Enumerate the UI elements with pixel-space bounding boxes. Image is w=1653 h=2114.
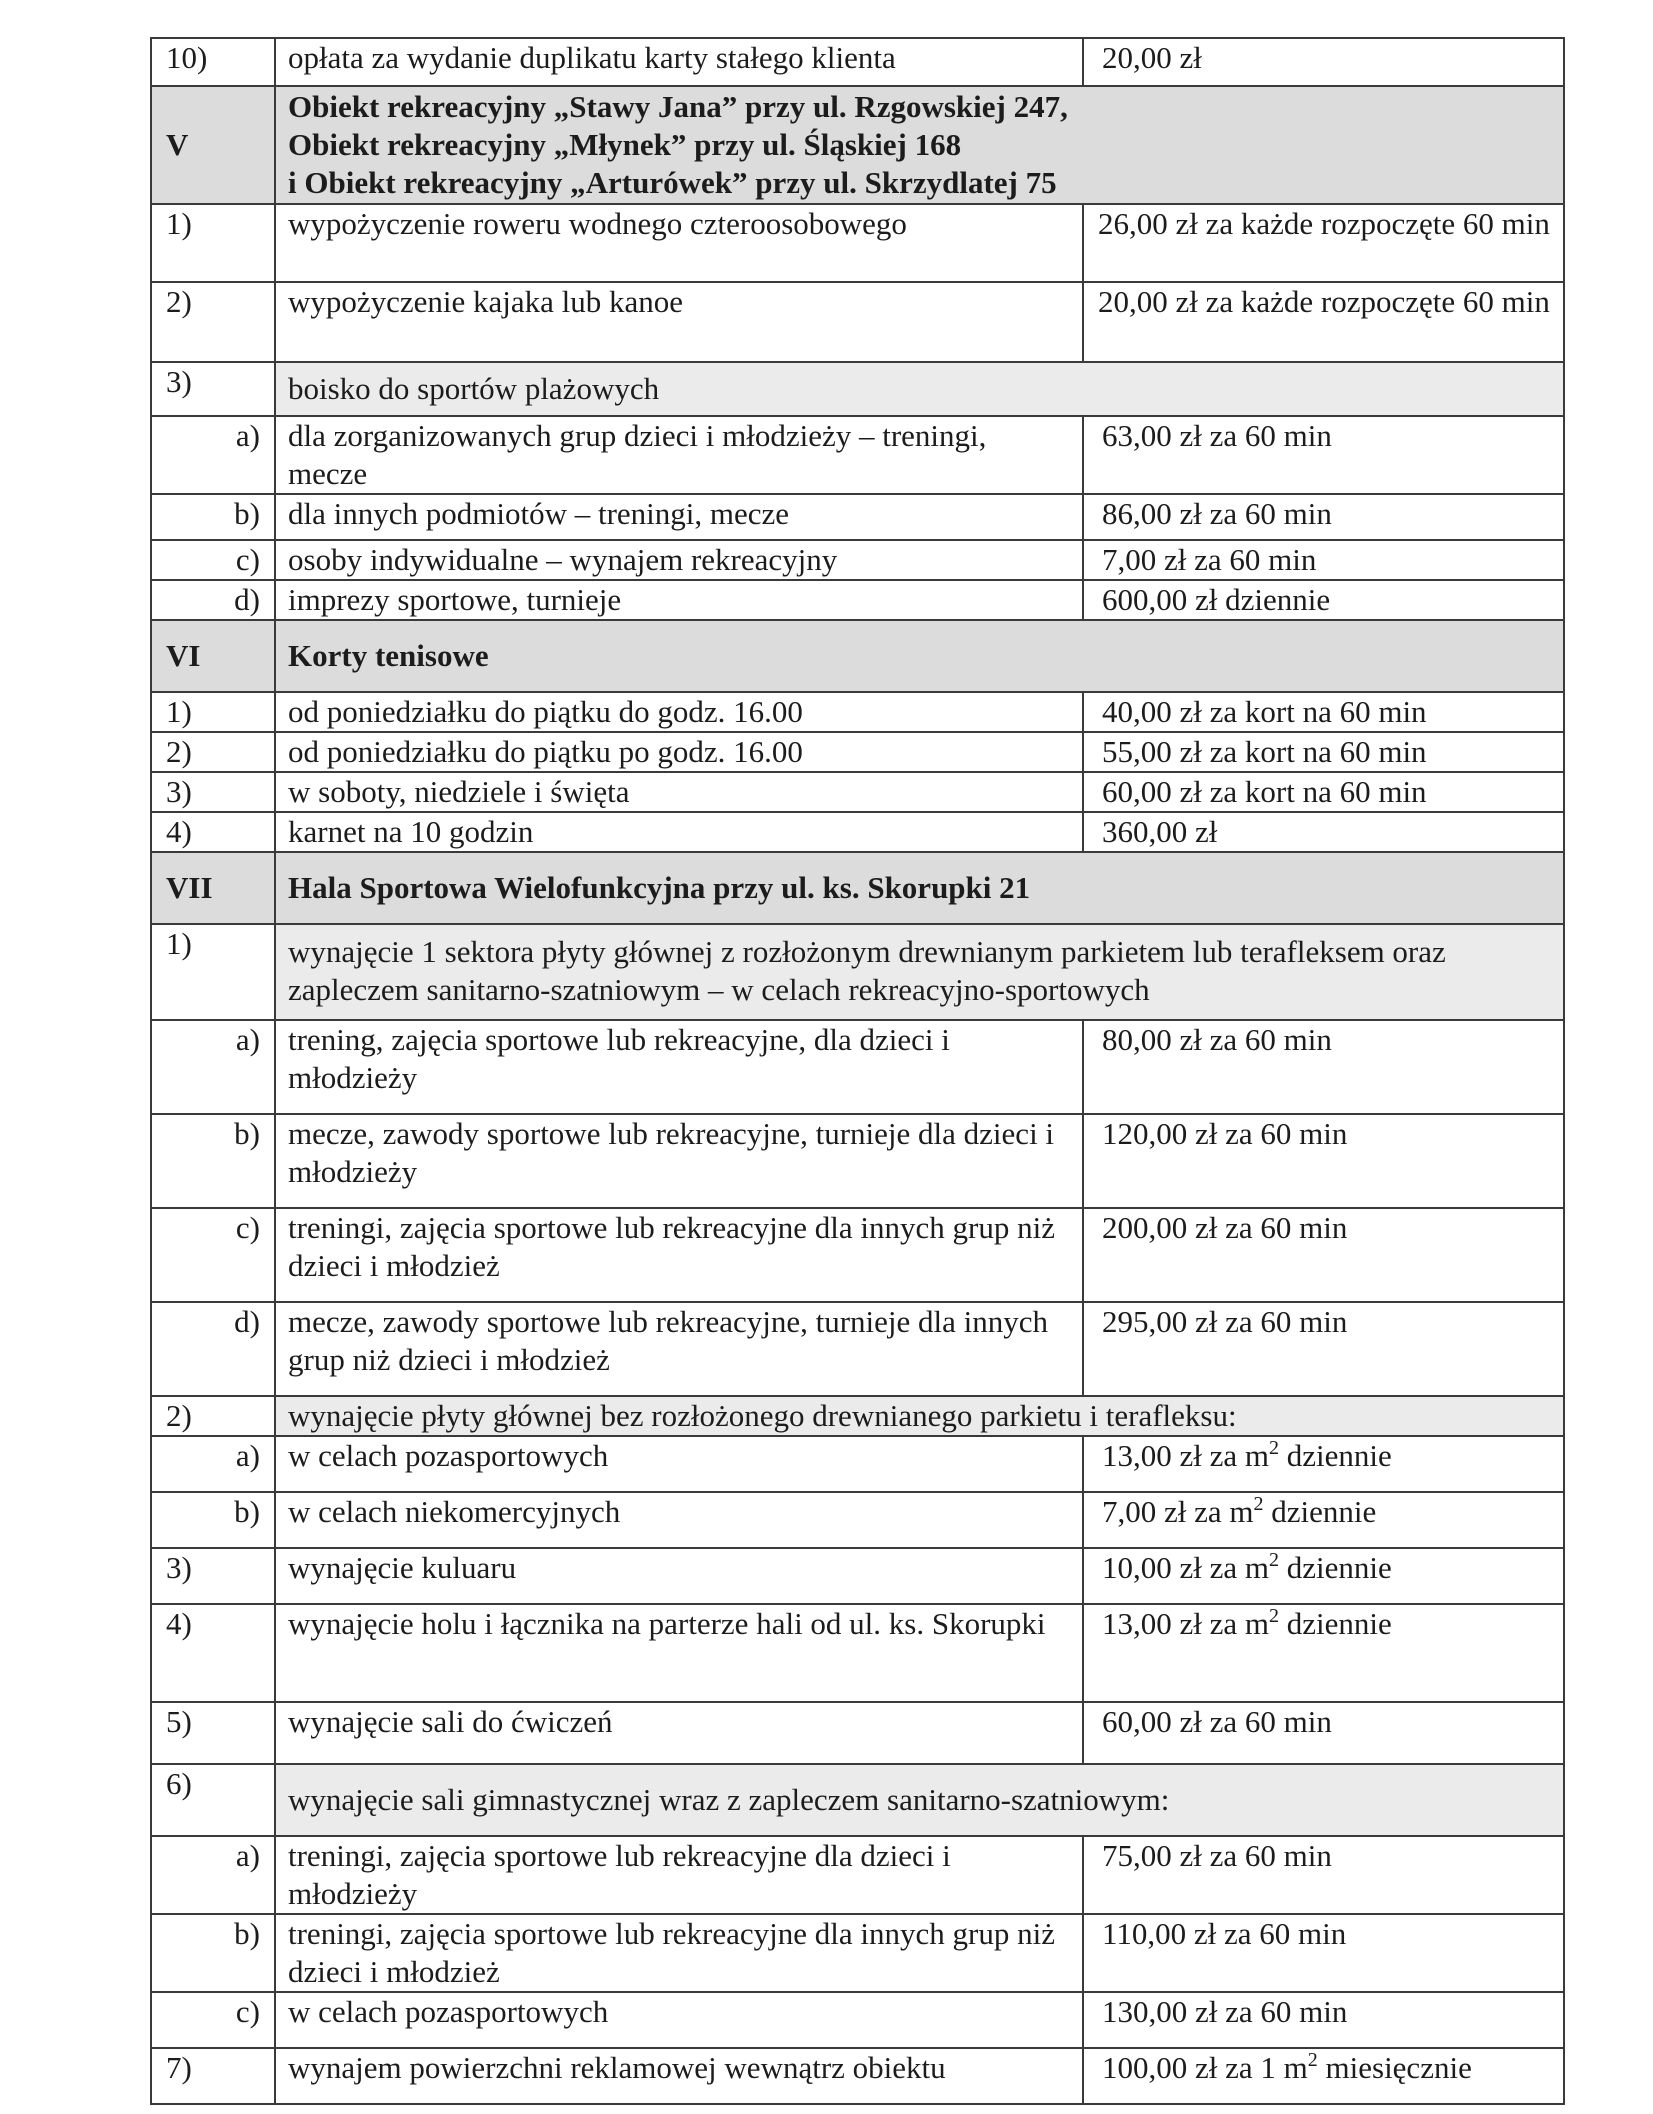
table-row	[151, 1492, 1564, 1548]
table-row	[151, 416, 1564, 494]
item-number: 4)	[151, 1604, 275, 1702]
item-description: wynajem powierzchni reklamowej wewnątrz obiektu	[275, 2048, 1083, 2104]
table-row	[151, 494, 1564, 540]
table-row	[151, 692, 1564, 732]
item-price	[1083, 204, 1564, 282]
table-row	[151, 1702, 1564, 1764]
superscript: 2	[1269, 1605, 1280, 1627]
item-price	[1083, 1436, 1564, 1492]
item-number: 2)	[151, 282, 275, 362]
item-number: 1)	[151, 924, 275, 1020]
item-description: imprezy sportowe, turnieje	[275, 580, 1083, 620]
item-description: opłata za wydanie duplikatu karty stałego klienta	[275, 38, 1083, 86]
price-value: 295,00 zł za 60 min	[1102, 1304, 1348, 1339]
section-number: VI	[151, 620, 275, 692]
price-suffix: dziennie	[1263, 1494, 1377, 1529]
item-number: 2)	[151, 732, 275, 772]
sub-item-letter: d)	[151, 1302, 275, 1396]
price-value: 130,00 zł za 60 min	[1102, 1994, 1348, 2029]
item-price	[1083, 1114, 1564, 1208]
item-price	[1083, 692, 1564, 732]
price-suffix: dziennie	[1279, 1606, 1392, 1641]
price-value: 86,00 zł za 60 min	[1102, 496, 1332, 531]
table-row	[151, 1396, 1564, 1436]
price-table	[150, 37, 1565, 2105]
item-description: w celach niekomercyjnych	[275, 1492, 1083, 1548]
item-price	[1083, 1548, 1564, 1604]
item-number: 1)	[151, 204, 275, 282]
item-price	[1083, 1702, 1564, 1764]
table-row	[151, 1992, 1564, 2048]
price-value: 80,00 zł za 60 min	[1102, 1022, 1332, 1057]
item-number: 3)	[151, 772, 275, 812]
item-price	[1083, 1604, 1564, 1702]
item-description: dla zorganizowanych grup dzieci i młodzieży – treningi, mecze	[275, 416, 1083, 494]
table-row	[151, 1548, 1564, 1604]
item-price	[1083, 1992, 1564, 2048]
table-row	[151, 1764, 1564, 1836]
price-value: 75,00 zł za 60 min	[1102, 1838, 1332, 1873]
price-value: 120,00 zł za 60 min	[1102, 1116, 1348, 1151]
table-row	[151, 362, 1564, 416]
item-price	[1083, 540, 1564, 580]
price-value: 40,00 zł za kort na 60 min	[1102, 694, 1427, 729]
price-value: 7,00 zł za m	[1102, 1494, 1254, 1529]
section-header-row	[151, 620, 1564, 692]
price-value: 60,00 zł za kort na 60 min	[1102, 774, 1427, 809]
item-price	[1083, 1208, 1564, 1302]
superscript: 2	[1253, 1493, 1264, 1515]
table-row	[151, 2048, 1564, 2104]
section-number: V	[151, 86, 275, 204]
table-row	[151, 1114, 1564, 1208]
group-description: wynajęcie płyty głównej bez rozłożonego drewnianego parkietu i terafleksu:	[275, 1396, 1564, 1436]
table-row	[151, 772, 1564, 812]
item-price	[1083, 812, 1564, 852]
item-number: 3)	[151, 1548, 275, 1604]
table-row	[151, 1436, 1564, 1492]
item-description: od poniedziałku do piątku do godz. 16.00	[275, 692, 1083, 732]
price-value: 600,00 zł dziennie	[1102, 582, 1331, 617]
price-value: 10,00 zł za m	[1102, 1550, 1270, 1585]
section-title-line: Korty tenisowe	[288, 638, 489, 673]
item-description: w celach pozasportowych	[275, 1992, 1083, 2048]
sub-item-letter: a)	[151, 1836, 275, 1914]
price-value: 20,00 zł za każde rozpoczęte 60 min	[1098, 284, 1550, 319]
price-value: 63,00 zł za 60 min	[1102, 418, 1332, 453]
table-row	[151, 540, 1564, 580]
item-description: dla innych podmiotów – treningi, mecze	[275, 494, 1083, 540]
table-row	[151, 1836, 1564, 1914]
item-price	[1083, 1914, 1564, 1992]
item-description: mecze, zawody sportowe lub rekreacyjne, turnieje dla dzieci i młodzieży	[275, 1114, 1083, 1208]
item-description: treningi, zajęcia sportowe lub rekreacyjne dla innych grup niż dzieci i młodzież	[275, 1914, 1083, 1992]
item-description: w soboty, niedziele i święta	[275, 772, 1083, 812]
section-title-line: Hala Sportowa Wielofunkcyjna przy ul. ks. Skorupki 21	[288, 870, 1031, 905]
item-price	[1083, 732, 1564, 772]
sub-item-letter: a)	[151, 1020, 275, 1114]
item-price	[1083, 1836, 1564, 1914]
price-list-page	[150, 37, 1563, 2105]
section-title-line: i Obiekt rekreacyjny „Arturówek” przy ul. Skrzydlatej 75	[288, 165, 1057, 200]
table-row	[151, 282, 1564, 362]
price-value: 110,00 zł za 60 min	[1102, 1916, 1347, 1951]
section-title-line: Obiekt rekreacyjny „Stawy Jana” przy ul. Rzgowskiej 247,	[288, 89, 1068, 124]
sub-item-letter: b)	[151, 494, 275, 540]
item-price	[1083, 580, 1564, 620]
price-value: 13,00 zł za m	[1102, 1438, 1270, 1473]
item-description: mecze, zawody sportowe lub rekreacyjne, turnieje dla innych grup niż dzieci i młodzież	[275, 1302, 1083, 1396]
item-description: w celach pozasportowych	[275, 1436, 1083, 1492]
section-title-line: Obiekt rekreacyjny „Młynek” przy ul. Śląskiej 168	[288, 127, 962, 162]
section-title	[275, 86, 1564, 204]
price-suffix: dziennie	[1279, 1550, 1392, 1585]
sub-item-letter: c)	[151, 1992, 275, 2048]
item-price	[1083, 416, 1564, 494]
item-price	[1083, 1302, 1564, 1396]
group-description: boisko do sportów plażowych	[275, 362, 1564, 416]
section-title	[275, 620, 1564, 692]
table-row	[151, 732, 1564, 772]
sub-item-letter: b)	[151, 1492, 275, 1548]
item-number: 3)	[151, 362, 275, 416]
table-row	[151, 1302, 1564, 1396]
section-number: VII	[151, 852, 275, 924]
sub-item-letter: a)	[151, 1436, 275, 1492]
item-price	[1083, 1020, 1564, 1114]
table-row	[151, 580, 1564, 620]
item-number: 6)	[151, 1764, 275, 1836]
item-description: wynajęcie kuluaru	[275, 1548, 1083, 1604]
group-description: wynajęcie sali gimnastycznej wraz z zapleczem sanitarno-szatniowym:	[275, 1764, 1564, 1836]
item-description: wynajęcie sali do ćwiczeń	[275, 1702, 1083, 1764]
group-description: wynajęcie 1 sektora płyty głównej z rozłożonym drewnianym parkietem lub terafleksem oraz zapleczem sanitarno-szatniowym – w celach rekreacyjno-sportowych	[275, 924, 1564, 1020]
table-row	[151, 1208, 1564, 1302]
price-value: 60,00 zł za 60 min	[1102, 1704, 1332, 1739]
item-description: treningi, zajęcia sportowe lub rekreacyjne dla dzieci i młodzieży	[275, 1836, 1083, 1914]
item-price	[1083, 1492, 1564, 1548]
superscript: 2	[1307, 2049, 1318, 2071]
item-number: 2)	[151, 1396, 275, 1436]
sub-item-letter: c)	[151, 1208, 275, 1302]
item-description: trening, zajęcia sportowe lub rekreacyjne, dla dzieci i młodzieży	[275, 1020, 1083, 1114]
price-value: 360,00 zł	[1102, 814, 1218, 849]
price-value: 7,00 zł za 60 min	[1102, 542, 1317, 577]
superscript: 2	[1269, 1437, 1280, 1459]
price-suffix: dziennie	[1279, 1438, 1392, 1473]
superscript: 2	[1269, 1549, 1280, 1571]
item-price	[1083, 494, 1564, 540]
table-row	[151, 924, 1564, 1020]
item-price	[1083, 772, 1564, 812]
price-value: 100,00 zł za 1 m	[1102, 2050, 1308, 2085]
price-value: 55,00 zł za kort na 60 min	[1102, 734, 1427, 769]
item-description: od poniedziałku do piątku po godz. 16.00	[275, 732, 1083, 772]
price-value: 13,00 zł za m	[1102, 1606, 1270, 1641]
item-number: 10)	[151, 38, 275, 86]
item-number: 1)	[151, 692, 275, 732]
sub-item-letter: c)	[151, 540, 275, 580]
item-number: 7)	[151, 2048, 275, 2104]
item-price	[1083, 2048, 1564, 2104]
section-header-row	[151, 852, 1564, 924]
item-number: 5)	[151, 1702, 275, 1764]
table-row	[151, 204, 1564, 282]
item-description: wynajęcie holu i łącznika na parterze hali od ul. ks. Skorupki	[275, 1604, 1083, 1702]
table-row	[151, 1020, 1564, 1114]
sub-item-letter: d)	[151, 580, 275, 620]
table-row	[151, 1914, 1564, 1992]
item-price	[1083, 38, 1564, 86]
sub-item-letter: a)	[151, 416, 275, 494]
price-value: 26,00 zł za każde rozpoczęte 60 min	[1098, 206, 1550, 241]
price-suffix: miesięcznie	[1317, 2050, 1472, 2085]
section-title	[275, 852, 1564, 924]
item-description: wypożyczenie roweru wodnego czteroosobowego	[275, 204, 1083, 282]
price-value: 200,00 zł za 60 min	[1102, 1210, 1348, 1245]
sub-item-letter: b)	[151, 1114, 275, 1208]
table-row	[151, 38, 1564, 86]
item-price	[1083, 282, 1564, 362]
item-description: wypożyczenie kajaka lub kanoe	[275, 282, 1083, 362]
item-description: treningi, zajęcia sportowe lub rekreacyjne dla innych grup niż dzieci i młodzież	[275, 1208, 1083, 1302]
section-header-row	[151, 86, 1564, 204]
sub-item-letter: b)	[151, 1914, 275, 1992]
price-value: 20,00 zł	[1102, 40, 1202, 75]
item-description: karnet na 10 godzin	[275, 812, 1083, 852]
table-row	[151, 1604, 1564, 1702]
item-number: 4)	[151, 812, 275, 852]
table-row	[151, 812, 1564, 852]
item-description: osoby indywidualne – wynajem rekreacyjny	[275, 540, 1083, 580]
